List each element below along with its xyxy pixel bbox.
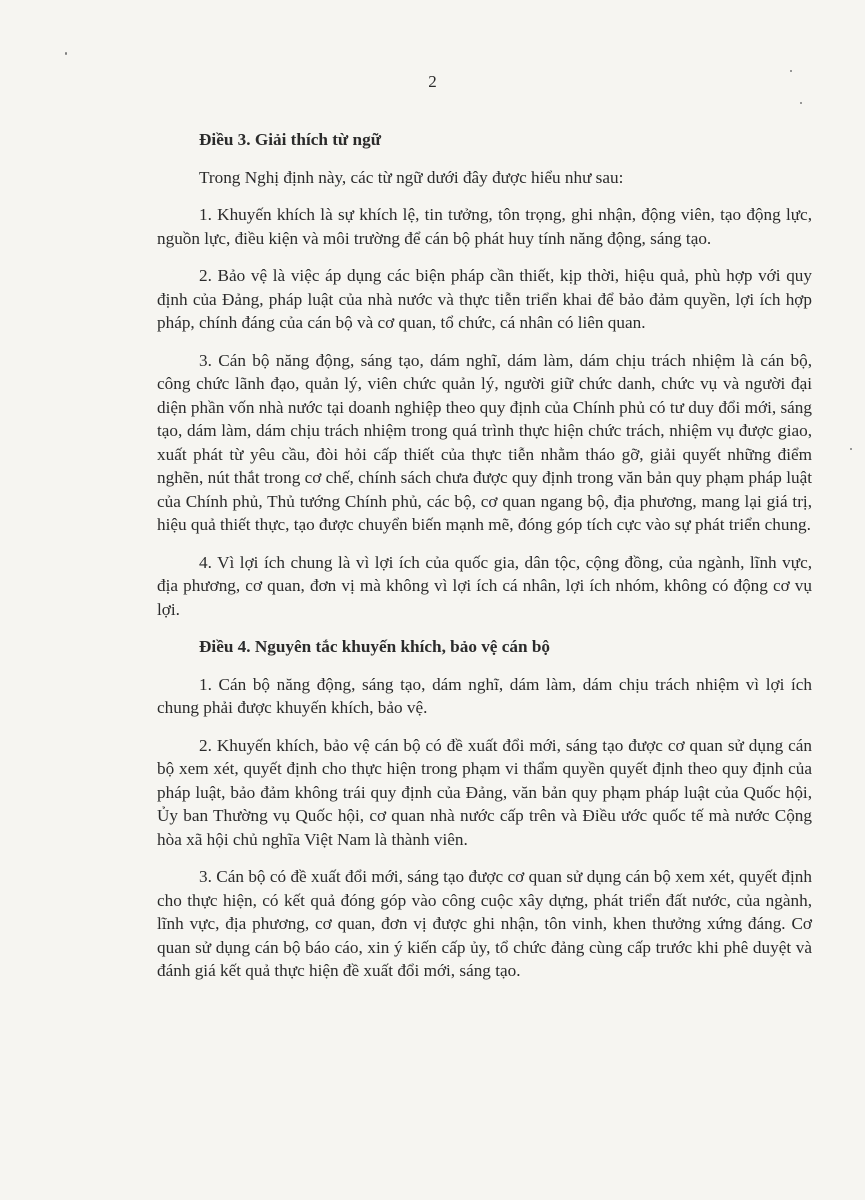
article-heading: Điều 4. Nguyên tắc khuyến khích, bảo vệ cán bộ: [199, 637, 550, 656]
scan-speck: [850, 448, 852, 450]
page-number: 2: [428, 72, 437, 91]
scan-speck: [65, 52, 67, 55]
paragraph-3: 3. Cán bộ năng động, sáng tạo, dám nghĩ, dám làm, dám chịu trách nhiệm là cán bộ, công chức lãnh đạo, quản lý, viên chức quản lý, người giữ chức danh, chức vụ và người đại diện phần vốn nhà nước tại doanh nghiệp theo quy định của Chính phủ có tư duy đổi mới, sáng tạo, dám làm, dám chịu trách nhiệm trong quá trình thực hiện chức trách, nhiệm vụ được giao, xuất phát từ yêu cầu, đòi hỏi cấp thiết của thực tiễn nhằm tháo gỡ, giải quyết những điểm nghẽn, nút thắt trong cơ chế, chính sách chưa được quy định trong văn bản quy phạm pháp luật của Chính phủ, Thủ tướng Chính phủ, các bộ, cơ quan ngang bộ, địa phương, mang lại giá trị, hiệu quả thiết thực, tạo được chuyển biến mạnh mẽ, đóng góp tích cực vào sự phát triển chung.: [157, 350, 812, 534]
document-body: [157, 128, 812, 997]
article-heading: Điều 3. Giải thích từ ngữ: [199, 130, 382, 149]
paragraph-3: 3. Cán bộ có đề xuất đổi mới, sáng tạo được cơ quan sử dụng cán bộ xem xét, quyết định cho thực hiện, có kết quả đóng góp vào công cuộc xây dựng, phát triển đất nước, của ngành, lĩnh vực, địa phương, cơ quan, đơn vị được ghi nhận, tôn vinh, khen thưởng xứng đáng. Cơ quan sử dụng cán bộ báo cáo, xin ý kiến cấp ủy, tổ chức đảng cùng cấp trước khi phê duyệt và đánh giá kết quả thực hiện đề xuất đổi mới, sáng tạo.: [157, 867, 812, 980]
paragraph-2: 2. Khuyến khích, bảo vệ cán bộ có đề xuất đổi mới, sáng tạo được cơ quan sử dụng cán bộ xem xét, quyết định cho thực hiện trong phạm vi thẩm quyền quyết định theo quy định của pháp luật, bảo đảm không trái quy định của Đảng, văn bản quy phạm pháp luật của Quốc hội, Ủy ban Thường vụ Quốc hội, cơ quan nhà nước cấp trên và Điều ước quốc tế mà nước Cộng hòa xã hội chủ nghĩa Việt Nam là thành viên.: [157, 735, 812, 849]
paragraph-intro: Trong Nghị định này, các từ ngữ dưới đây được hiểu như sau:: [199, 167, 624, 187]
paragraph-4: 4. Vì lợi ích chung là vì lợi ích của quốc gia, dân tộc, cộng đồng, của ngành, lĩnh vực, địa phương, cơ quan, đơn vị mà không vì lợi ích cá nhân, lợi ích nhóm, không có động cơ vụ lợi.: [157, 552, 812, 619]
paragraph-2: 2. Bảo vệ là việc áp dụng các biện pháp cần thiết, kịp thời, hiệu quả, phù hợp với quy định của Đảng, pháp luật của nhà nước và thực tiễn triển khai để bảo đảm quyền, lợi ích hợp pháp, chính đáng của cán bộ và cơ quan, tổ chức, cá nhân có liên quan.: [157, 266, 812, 332]
article-3: [157, 128, 812, 621]
scan-speck: [800, 102, 802, 104]
paragraph-1: 1. Khuyến khích là sự khích lệ, tin tưởng, tôn trọng, ghi nhận, động viên, tạo động lực, nguồn lực, điều kiện và môi trường để cán bộ phát huy tính năng động, sáng tạo.: [157, 205, 812, 248]
article-4: [157, 635, 812, 983]
paragraph-1: 1. Cán bộ năng động, sáng tạo, dám nghĩ, dám làm, dám chịu trách nhiệm vì lợi ích chung phải được khuyến khích, bảo vệ.: [157, 674, 812, 717]
